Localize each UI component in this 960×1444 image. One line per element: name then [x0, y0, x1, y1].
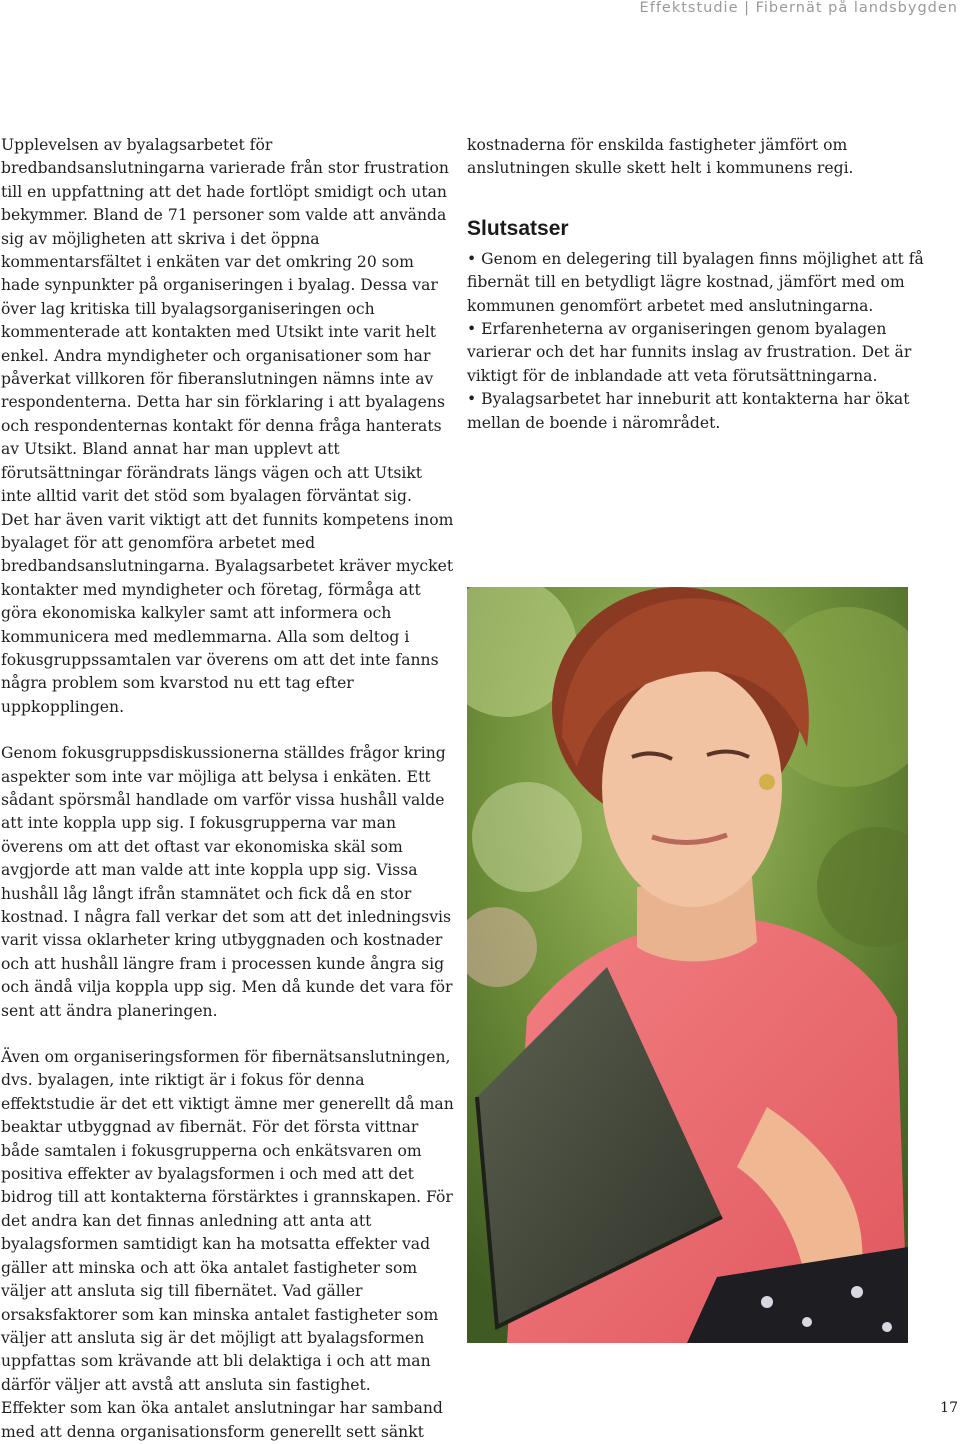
paragraph-1: Upplevelsen av byalagsarbetet för bredbandsanslutningarna varierade från stor frustration till en uppfattning att det hade fortlöpt smidigt och utan bekymmer. Bland de 71 personer som valde att använda sig av möjligheten att skriva i det öppna kommentarsfältet i enkäten var det omkring 20 som hade synpunkter på organiseringen i byalag. Dessa var över lag kritiska till byalagsorganiseringen och kommenterade att kontakten med Utsikt inte varit helt enkel. Andra myndigheter och organisationer som har påverkat villkoren för fiberanslutningen nämns inte av respondenterna. Detta har sin förklaring i att byalagens och respondenternas kontakt för denna fråga hanterats av Utsikt. Bland annat har man upplevt att förutsättningar förändrats längs vägen och att Utsikt inte alltid varit det stöd som byalagen förväntat sig. [1, 136, 449, 506]
section-heading: Slutsatser [467, 216, 569, 240]
page-number: 17 [940, 1400, 958, 1416]
conclusion-bullet: • Byalagsarbetet har inneburit att kontakterna har ökat mellan de boende i närområdet. [467, 390, 910, 432]
right-column [467, 134, 927, 435]
paragraph-2: Det har även varit viktigt att det funnits kompetens inom byalaget för att genomföra arbetet med bredbandsanslutningarna. Byalagsarbetet kräver mycket kontakter med myndigheter och företag, förmåga att göra ekonomiska kalkyler samt att informera och kommunicera med medlemmarna. Alla som deltog i fokusgruppssamtalen var överens om att det inte fanns några problem som kvarstod nu ett tag efter uppkopplingen. [1, 510, 454, 716]
paragraph-4: Även om organiseringsformen för fibernätsanslutningen, dvs. byalagen, inte riktigt är i fokus för denna effektstudie är det ett viktigt ämne mer generellt då man beaktar utbyggnad av fibernät. För det första vittnar både samtalen i fokusgrupperna och enkätsvaren om positiva effekter av byalagsformen i och med att det bidrog till att kontakterna förstärktes i grannskapen. För det andra kan det finnas anledning att anta att byalagsformen samtidigt kan ha motsatta effekter vad gäller att minska och att öka antalet fastigheter som väljer att ansluta sig till fibernätet. Vad gäller orsaksfaktorer som kan minska antalet fastigheter som väljer att ansluta sig är det möjligt att byalagsformen uppfattas som krävande att bli delaktiga i och att man därför väljer att avstå att ansluta sin fastighet. [1, 1048, 454, 1394]
conclusion-bullet: • Erfarenheterna av organiseringen genom byalagen varierar och det har funnits inslag av frustration. Det är viktigt för de inblandade att veta förutsättningarna. [467, 320, 912, 385]
continuation-paragraph: kostnaderna för enskilda fastigheter jämfört om anslutningen skulle skett helt i kommunens regi. [467, 136, 854, 178]
conclusion-bullet: • Genom en delegering till byalagen finns möjlighet att få fibernät till en betydligt lägre kostnad, jämfört med om kommunen genomfört arbetet med anslutningarna. [467, 249, 924, 315]
woman-with-laptop-photo [467, 587, 908, 1343]
paragraph-5: Effekter som kan öka antalet anslutningar har samband med att denna organisationsform generellt sett sänkt [1, 1399, 443, 1441]
left-column [1, 134, 456, 1444]
paragraph-3: Genom fokusgruppsdiskussionerna ställdes frågor kring aspekter som inte var möjliga att belysa i enkäten. Ett sådant spörsmål handlade om varför vissa hushåll valde att inte koppla upp sig. I fokusgrupperna var man överens om att det oftast var ekonomiska skäl som avgjorde att man valde att inte koppla upp sig. Vissa hushåll låg långt ifrån stamnätet och fick då en stor kostnad. I några fall verkar det som att det inledningsvis varit vissa oklarheter kring utbyggnaden och kostnader och att hushåll längre fram i processen kunde ångra sig och ändå vilja koppla upp sig. Men då kunde det vara för sent att ändra planeringen. [1, 744, 453, 1020]
running-header: Effektstudie | Fibernät på landsbygden [639, 0, 958, 16]
